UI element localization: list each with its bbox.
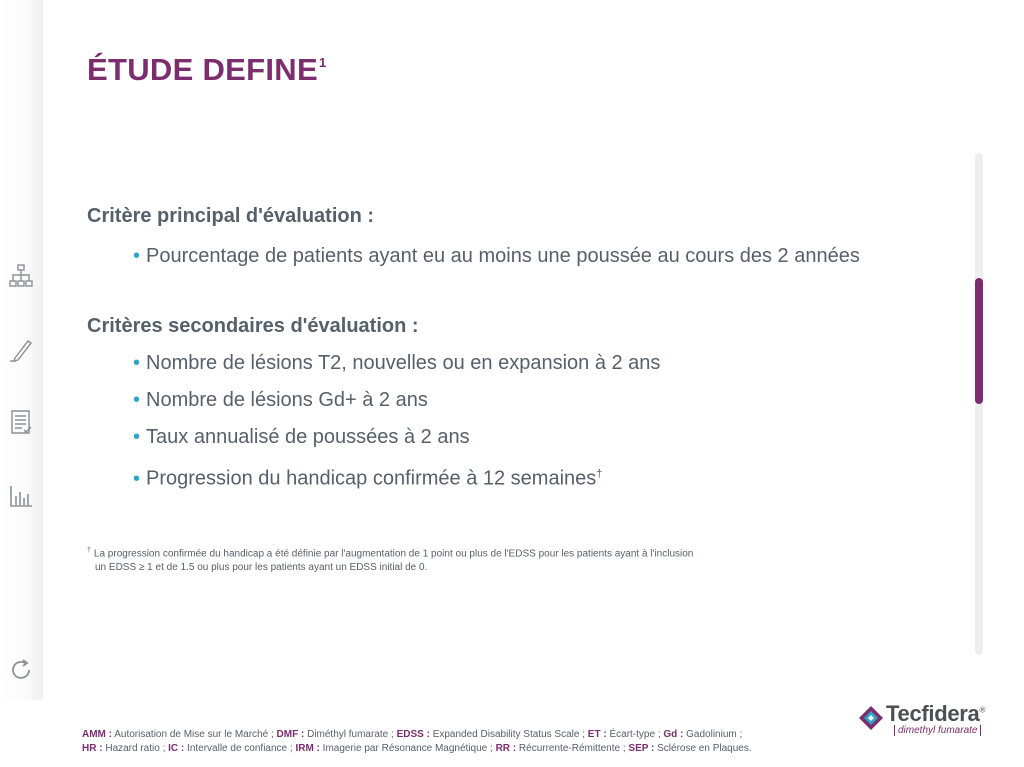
logo-subtitle: dimethyl fumarate <box>894 725 981 736</box>
list-item: • Nombre de lésions T2, nouvelles ou en expansion à 2 ans <box>133 352 661 374</box>
bullet-icon: • <box>133 389 141 411</box>
left-nav-rail <box>0 0 43 700</box>
abbreviations-line-2: HR : Hazard ratio ; IC : Intervalle de confiance ; IRM : Imagerie par Résonance Magnétique ; RR : Récurrente-Rémittente ; SEP : Sclérose en Plaques. <box>82 743 752 754</box>
logo-brand-text: Tecfidera® <box>886 701 986 726</box>
title-reference-number: 1 <box>318 54 327 70</box>
pencil-icon[interactable] <box>7 336 35 364</box>
footnote-line-1: La progression confirmée du handicap a été définie par l'augmentation de 1 point ou plus de l'EDSS pour les patients ayant à l'inclusion <box>93 548 694 560</box>
list-item: • Progression du handicap confirmée à 12 semaines† <box>133 467 603 490</box>
logo-mark-icon <box>858 705 884 731</box>
slide-title-text: ÉTUDE DEFINE <box>87 52 318 87</box>
primary-endpoint-list <box>87 238 947 275</box>
footnote <box>87 544 807 575</box>
refresh-icon[interactable] <box>7 656 35 684</box>
scrollbar-thumb[interactable] <box>975 278 983 404</box>
slide-content <box>87 205 947 498</box>
bullet-icon: • <box>133 426 141 448</box>
list-item: • Pourcentage de patients ayant eu au moins une poussée au cours des 2 années <box>133 245 860 267</box>
footnote-marker: † <box>596 468 603 480</box>
secondary-endpoints-section <box>87 315 947 498</box>
secondary-endpoints-heading: Critères secondaires d'évaluation : <box>87 315 419 337</box>
bullet-icon: • <box>133 467 141 490</box>
bar-chart-icon[interactable] <box>7 482 35 510</box>
tecfidera-logo <box>858 701 986 743</box>
bullet-icon: • <box>133 245 141 267</box>
footnote-symbol: † <box>87 547 91 554</box>
list-item: • Nombre de lésions Gd+ à 2 ans <box>133 389 428 411</box>
bullet-icon: • <box>133 352 141 374</box>
scrollbar-track[interactable] <box>975 153 983 655</box>
primary-endpoint-heading: Critère principal d'évaluation : <box>87 205 375 227</box>
slide-title <box>87 52 327 88</box>
checklist-icon[interactable] <box>7 408 35 436</box>
footnote-line-2: un EDSS ≥ 1 et de 1.5 ou plus pour les patients ayant un EDSS initial de 0. <box>95 562 428 574</box>
abbreviations-footer <box>82 728 842 756</box>
primary-endpoint-section <box>87 205 947 275</box>
list-item: • Taux annualisé de poussées à 2 ans <box>133 426 470 448</box>
abbreviations-line-1: AMM : Autorisation de Mise sur le Marché ; DMF : Diméthyl fumarate ; EDSS : Expanded Disability Status Scale ; ET : Écart-type ; Gd : Gadolinium ; <box>82 729 743 740</box>
secondary-endpoints-list <box>87 345 947 498</box>
sitemap-icon[interactable] <box>7 262 35 290</box>
